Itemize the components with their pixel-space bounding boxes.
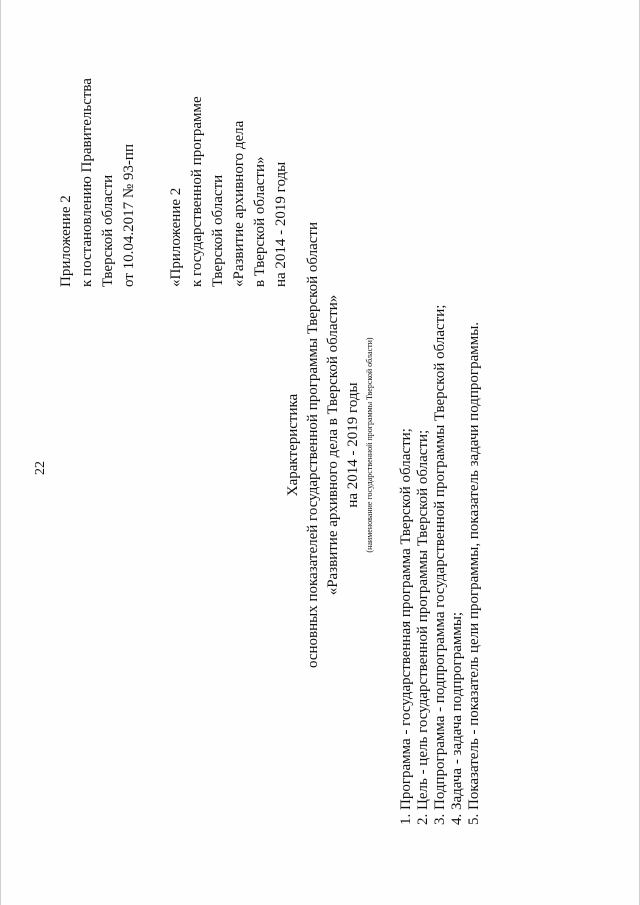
appendix-spacer xyxy=(140,78,166,287)
appendix-line: к постановлению Правительства xyxy=(79,78,95,287)
definition-item: 3. Подпрограмма - подпрограмма государственной программы Тверской области; xyxy=(432,304,448,825)
appendix-line: от 10.04.2017 № 93-пп xyxy=(121,144,137,287)
appendix-line: «Развитие архивного дела xyxy=(231,120,247,287)
title-line: «Развитие архивного дела в Тверской области» xyxy=(325,294,341,596)
definition-item: 2. Цель - цель государственной программы Тверской области; xyxy=(415,429,431,825)
title-heading: Характеристика xyxy=(285,393,301,497)
document-title xyxy=(283,215,376,675)
definition-item: 1. Программа - государственная программа Тверской области; xyxy=(398,428,414,825)
title-line: на 2014 - 2019 годы xyxy=(345,382,361,508)
appendix-line: «Приложение 2 xyxy=(168,187,184,287)
appendix-line: к государственной программе xyxy=(189,96,205,287)
definitions-list xyxy=(398,305,483,825)
title-line: основных показателей государственной программы Тверской области xyxy=(305,221,321,669)
appendix-line: Тверской области xyxy=(210,174,226,287)
title-caption: (наименование государственной программы Тверской области) xyxy=(365,337,374,553)
appendix-line: в Тверской области» xyxy=(252,156,268,287)
appendix-block xyxy=(56,78,292,287)
page-number: 22 xyxy=(33,461,48,475)
definition-item: 4. Задача - задача подпрограммы; xyxy=(449,611,465,825)
appendix-line: Приложение 2 xyxy=(58,195,74,287)
appendix-line: Тверской области xyxy=(100,174,116,287)
definition-item: 5. Показатель - показатель цели программы, показатель задачи подпрограммы. xyxy=(466,321,482,825)
appendix-line: на 2014 - 2019 годы xyxy=(273,161,289,287)
